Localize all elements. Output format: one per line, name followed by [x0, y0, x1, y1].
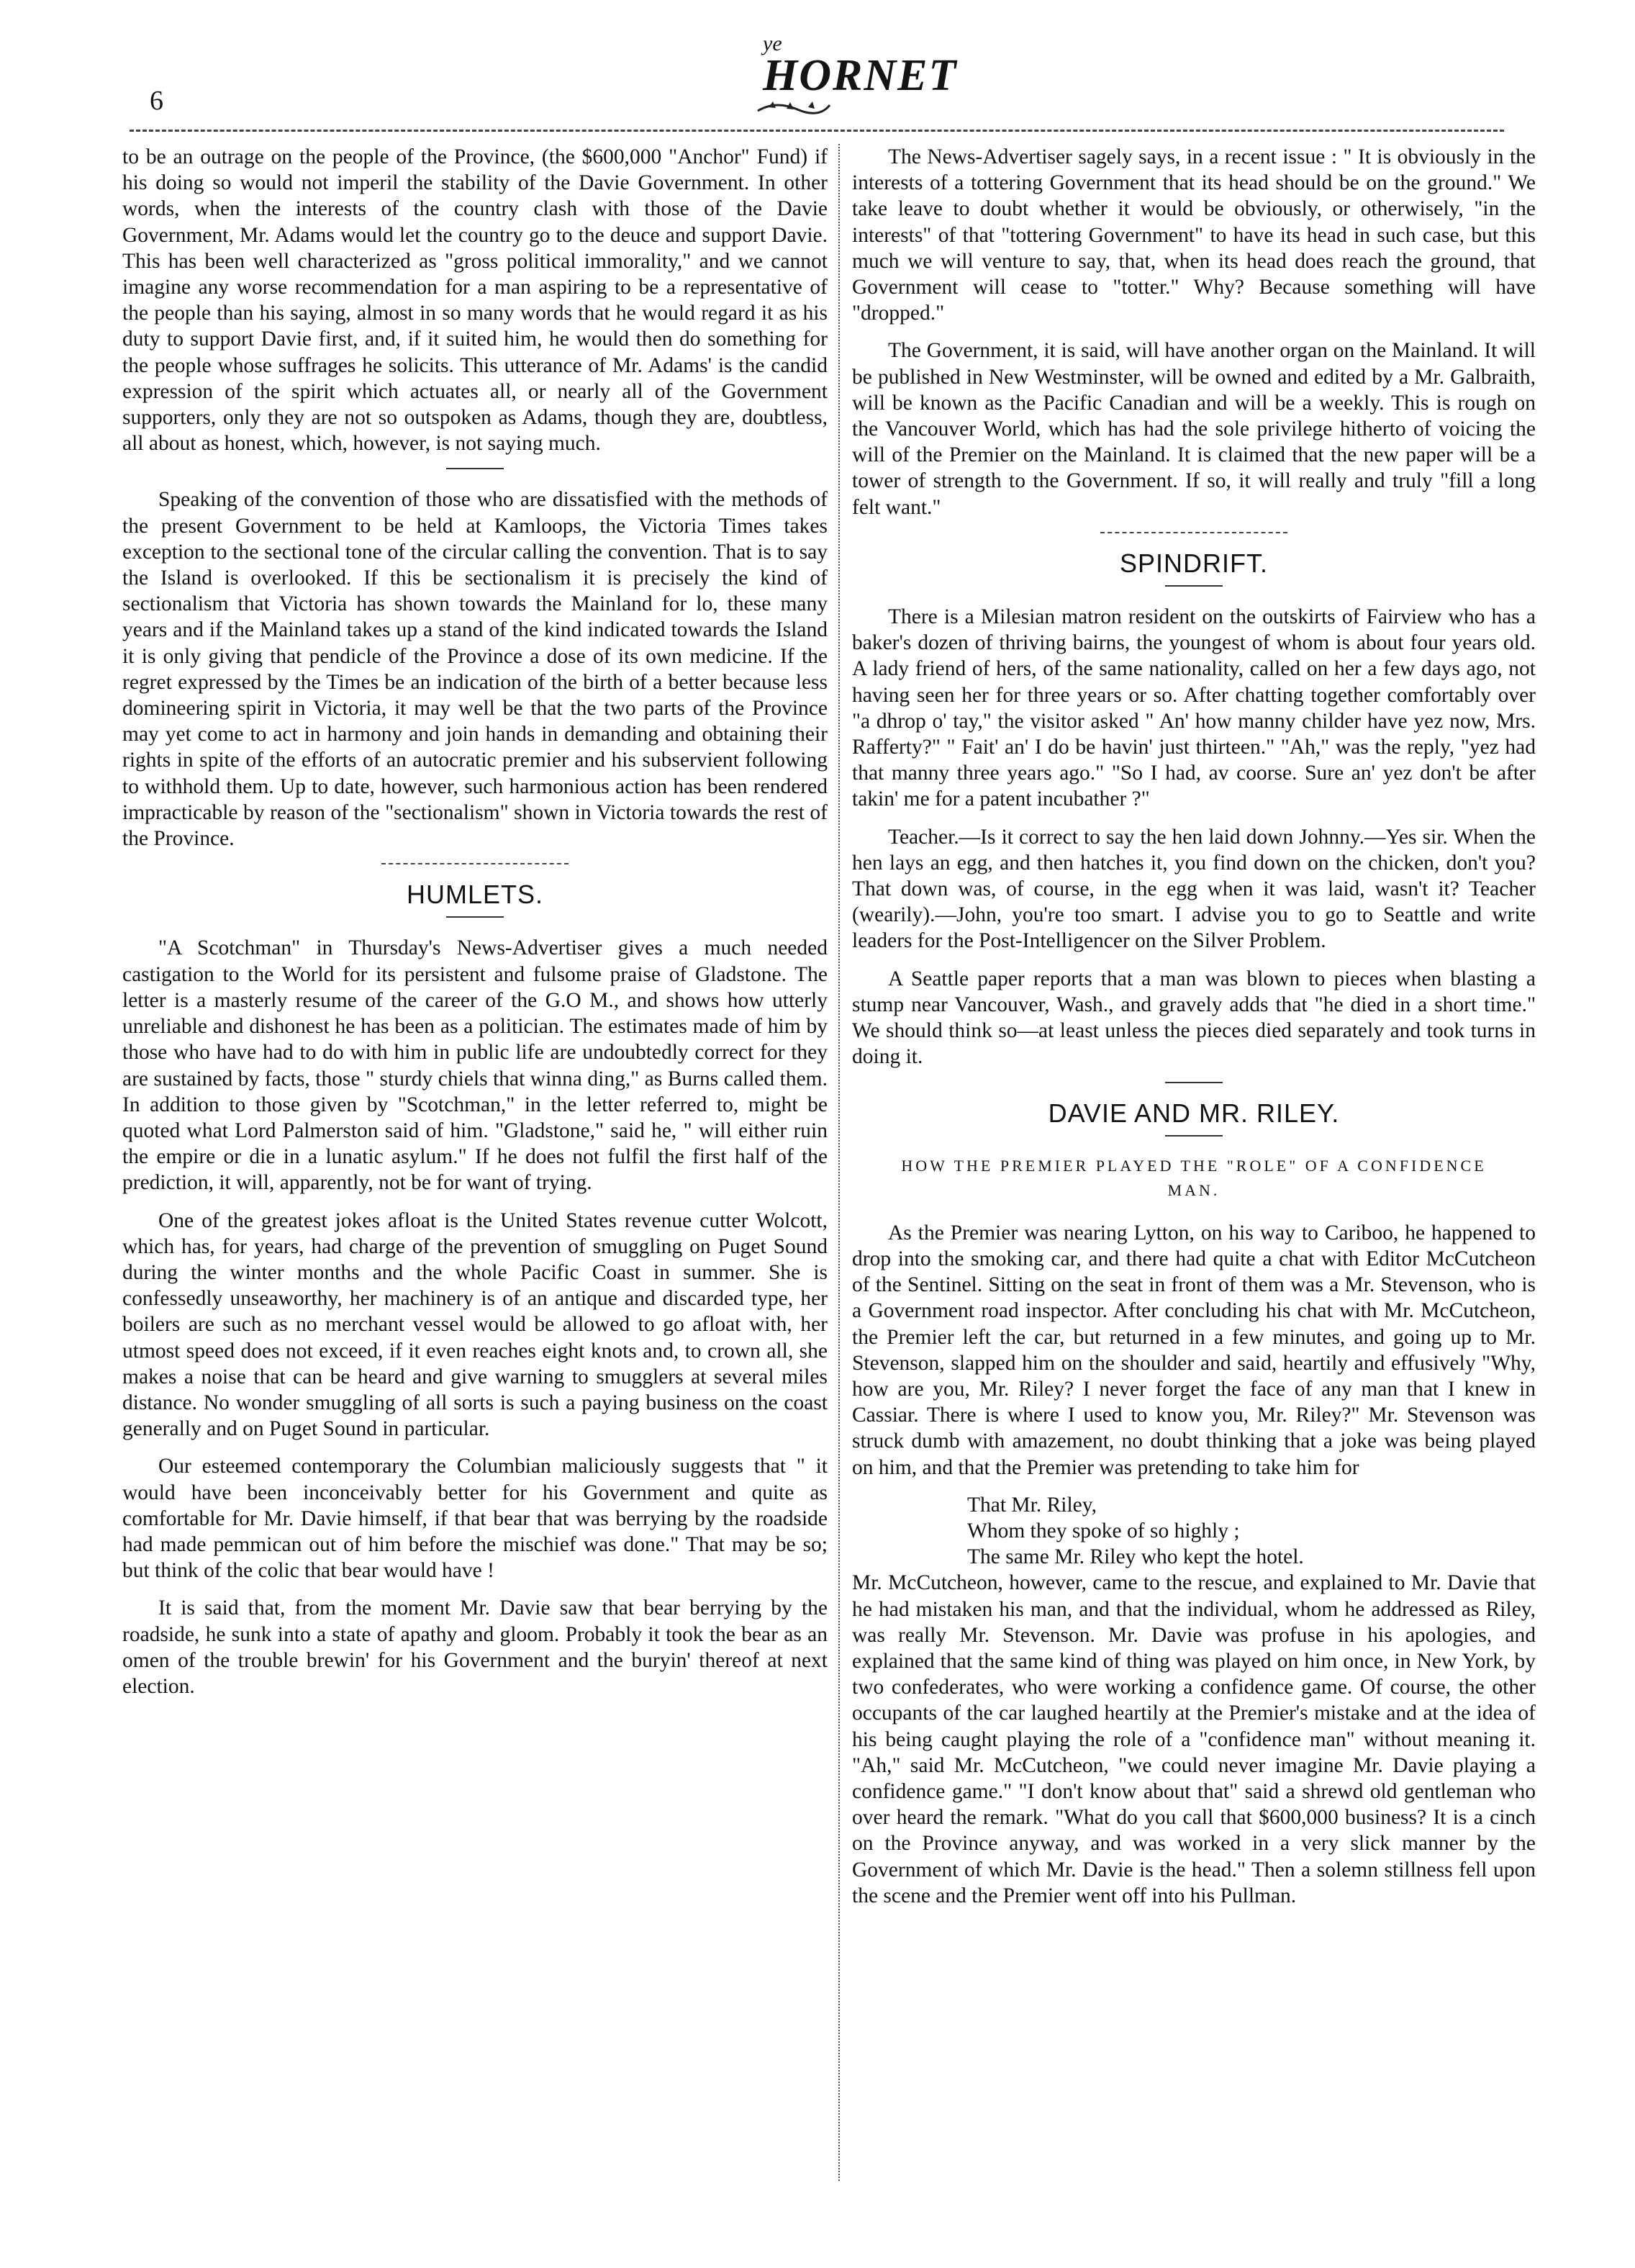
section-heading-davie: DAVIE AND MR. RILEY.: [1048, 1098, 1340, 1128]
page-number: 6: [150, 86, 163, 116]
separator: [446, 916, 504, 918]
separator: [1100, 532, 1287, 533]
verse-line: The same Mr. Riley who kept the hotel.: [967, 1545, 1304, 1569]
header-rule: [130, 130, 1504, 132]
separator: [1165, 1082, 1223, 1083]
masthead-title: HORNET: [763, 51, 958, 100]
hornet-sprig-icon: [754, 96, 833, 118]
article-paragraph: The News-Advertiser sagely says, in a recent issue : " It is obviously in the interests of a tottering Government that its head should be on the ground." We take leave to doubt whether it would be obviously, or otherwisely, "in the interests" of that "tottering Government" to have its head in such case, but this much we will venture to say, that, when its head does reach the ground, that Government will cease to "totter." Why? Because something will have "dropped.": [852, 145, 1536, 325]
article-paragraph: There is a Milesian matron resident on the outskirts of Fairview who has a baker's dozen of thriving bairns, the youngest of whom is about four years old. A lady friend of hers, of the same nationality, called on her a few days ago, not having seen her for three years or so. After chatting together comfortably over "a dhrop o' tay," the visitor asked " An' how manny childer have yez now, Mrs. Rafferty?" " Fait' an' I do be havin' just thirteen." "Ah," was the reply, "yez had that manny three years ago." "So I had, av coorse. Sure an' yez don't be after takin' me for a patent incubather ?": [852, 605, 1536, 811]
verse-block: [967, 1492, 1536, 1571]
separator: [1165, 1135, 1223, 1137]
article-paragraph: Mr. McCutcheon, however, came to the rescue, and explained to Mr. Davie that he had mistaken his man, and that the individual, whom he addressed as Riley, was really Mr. Stevenson. Mr. Davie was profuse in his apologies, and explained that the same kind of thing was played on him once, in New York, by two confederates, who were working a confidence game. Of course, the other occupants of the car laughed heartily at the Premier's mistake and at the idea of his being caught playing the role of a "confidence man" without meaning it. "Ah," said Mr. McCutcheon, "we could never imagine Mr. Davie playing a confidence game." "I don't know about that" said a shrewd old gentleman who over heard the remark. "What do you call that $600,000 business? It is a cinch on the Province anyway, and was worked in a very slick manner by the Government of which Mr. Davie is the head." Then a solemn stillness fell upon the scene and the Premier went off into his Pullman.: [852, 1571, 1536, 1907]
section-heading-humlets: HUMLETS.: [406, 880, 544, 910]
verse-line: That Mr. Riley,: [967, 1493, 1097, 1517]
section-heading-spindrift: SPINDRIFT.: [1119, 548, 1268, 578]
article-paragraph: to be an outrage on the people of the Province, (the $600,000 "Anchor" Fund) if his doing so would not imperil the stability of the Davie Government. In other words, when the interests of the country clash with those of the Davie Government, Mr. Adams would let the country go to the deuce and support Davie. This has been well characterized as "gross political immorality," and we cannot imagine any worse recommendation for a man aspiring to be a representative of the people than his saying, almost in so many words that he would regard it as his duty to support Davie first, and, if it suited him, he would then do something for the people whose suffrages he solicits. This utterance of Mr. Adams' is the candid expression of the spirit which actuates all, or nearly all of the Government supporters, only they are not so outspoken as Adams, though they are, doubtless, all about as honest, which, however, is not saying much.: [122, 145, 828, 456]
article-paragraph: The Government, it is said, will have another organ on the Mainland. It will be published in New Westminster, will be owned and edited by a Mr. Galbraith, will be known as the Pacific Canadian and will be a weekly. This is rough on the Vancouver World, which has had the sole privilege hitherto of voicing the will of the Premier on the Mainland. It is claimed that the new paper will be a tower of strength to the Government. If so, it will really and truly "fill a long felt want.": [852, 339, 1536, 519]
column-divider: [838, 144, 840, 2181]
article-paragraph: Teacher.—Is it correct to say the hen laid down Johnny.—Yes sir. When the hen lays an egg, and then hatches it, you find down on the chicken, don't you? That down was, of course, in the egg when it was laid, wasn't it? Teacher (wearily).—John, you're too smart. I advise you to go to Seattle and write leaders for the Post-Intelligencer on the Silver Problem.: [852, 825, 1536, 953]
article-paragraph: It is said that, from the moment Mr. Davie saw that bear berrying by the roadside, he sunk into a state of apathy and gloom. Probably it took the bear as an omen of the trouble brewin' for his Government and the buryin' thereof at next election.: [122, 1596, 828, 1698]
masthead-ye: ye: [763, 32, 782, 55]
article-paragraph: Our esteemed contemporary the Columbian maliciously suggests that " it would have been inconceivably better for his Government and quite as comfortable for Mr. Davie himself, if that bear that was berrying by the roadside had made pemmican out of him before the mischief was done." That may be so; but think of the colic that bear would have !: [122, 1455, 828, 1583]
article-paragraph: Speaking of the convention of those who are dissatisfied with the methods of the present Government to be held at Kamloops, the Victoria Times takes exception to the sectional tone of the circular calling the convention. That is to say the Island is overlooked. If this be sectionalism it is precisely the kind of sectionalism that Victoria has shown towards the Mainland for lo, these many years and if the Mainland takes up a stand of the kind indicated towards the Island it is only giving that pendicle of the Province a dose of its own medicine. If the regret expressed by the Times be an indication of the birth of a better because less domineering spirit in Victoria, it may well be that the two parts of the Province may yet come to act in harmony and join hands in demanding and obtaining their rights in spite of the efforts of an autocratic premier and his subservient following to withhold them. Up to date, however, such harmonious action has been rendered impracticable by reason of the "sectionalism" shown in Victoria towards the rest of the Province.: [122, 488, 828, 851]
article-paragraph: One of the greatest jokes afloat is the United States revenue cutter Wolcott, which has, for years, had charge of the prevention of smuggling on Puget Sound during the winter months and the whole Pacific Coast in summer. She is confessedly unseaworthy, her machinery is of an antique and discarded type, her boilers are such as no merchant vessel would be allowed to go afloat with, her utmost speed does not exceed, if it even reaches eight knots and, to crown all, she makes a noise that can be heard and give warning to smugglers at several miles distance. No wonder smuggling of all sorts is such a paying business on the coast generally and on Puget Sound in particular.: [122, 1208, 828, 1441]
article-paragraph: As the Premier was nearing Lytton, on his way to Cariboo, he happened to drop into the smoking car, and there had quite a chat with Editor McCutcheon of the Sentinel. Sitting on the seat in front of them was a Mr. Stevenson, who is a Government road inspector. After concluding his chat with Mr. McCutcheon, the Premier left the car, but returned in a few minutes, and going up to Mr. Stevenson, slapped him on the shoulder and said, heartily and effusively "Why, how are you, Mr. Riley? I never forget the face of any man that I knew in Cassiar. There is where I used to know you, Mr. Riley?" Mr. Stevenson was struck dumb with amazement, no doubt thinking that a joke was being played on him, and that the Premier was pretending to take him for: [852, 1221, 1536, 1479]
separator: [381, 863, 569, 864]
section-subheading: HOW THE PREMIER PLAYED THE "ROLE" OF A CONFIDENCE MAN.: [901, 1156, 1487, 1199]
left-column: [122, 144, 828, 1711]
verse-line: Whom they spoke of so highly ;: [967, 1519, 1240, 1542]
separator: [446, 468, 504, 469]
article-paragraph: A Seattle paper reports that a man was blown to pieces when blasting a stump near Vancouver, Wash., and gravely adds that "he died in a short time." We should think so—at least unless the pieces died separately and took turns in doing it.: [852, 967, 1536, 1069]
separator: [1165, 585, 1223, 587]
masthead: [734, 22, 958, 115]
right-column: [852, 144, 1536, 1920]
article-paragraph: "A Scotchman" in Thursday's News-Advertiser gives a much needed castigation to the World for its persistent and fulsome praise of Gladstone. The letter is a masterly resume of the career of the G.O M., and shows how utterly unreliable and dishonest he has been as a politician. The estimates made of him by those who have had to do with him in public life are undoubtedly correct for they are sustained by facts, those " sturdy chiels that winna ding," as Burns called them. In addition to those given by "Scotchman," in the letter referred to, might be quoted what Lord Palmerston said of him. "Gladstone," said he, " will either ruin the empire or die in a lunatic asylum." If he does not fulfil the first half of the prediction, it will, apparently, not be for want of trying.: [122, 936, 828, 1195]
